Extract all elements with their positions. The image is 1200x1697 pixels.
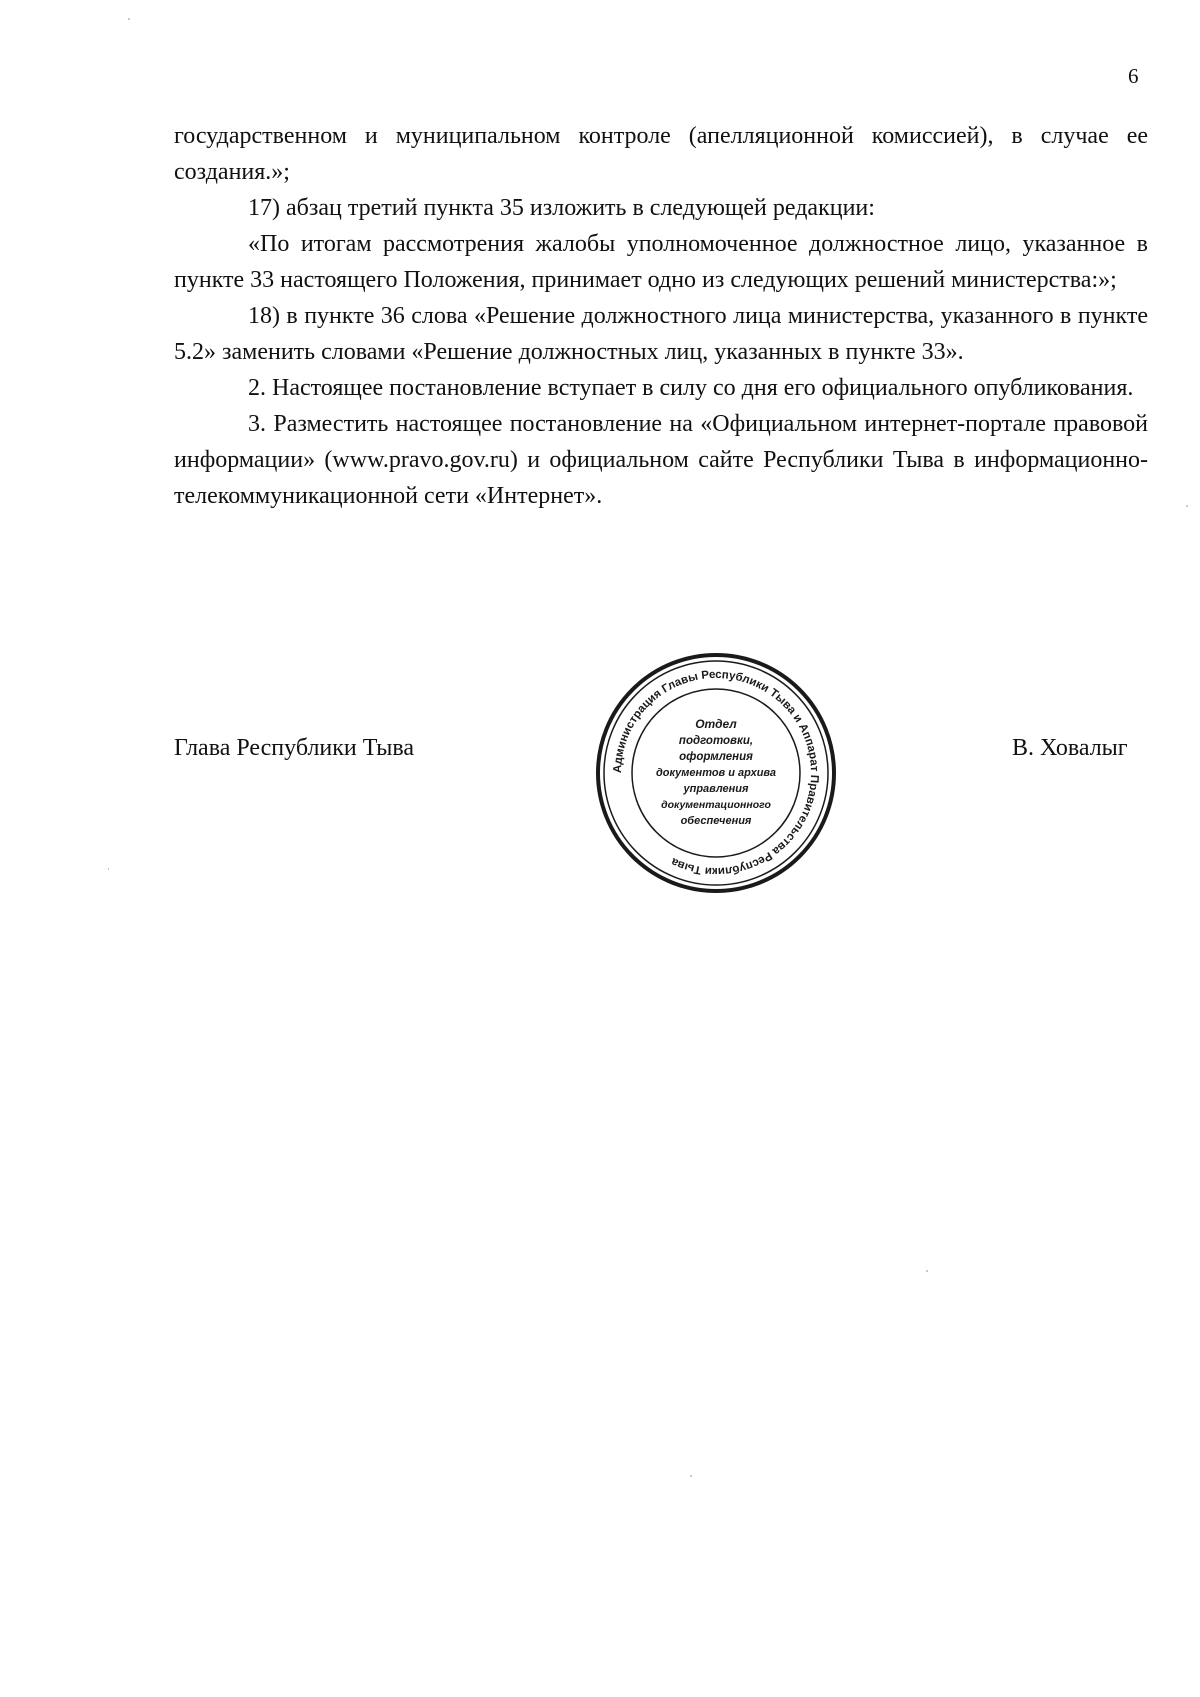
stamp-seal-graphic [591, 648, 841, 898]
paragraph-item-18: 18) в пункте 36 слова «Решение должностного лица министерства, указанного в пункте 5.2» заменить словами «Решение должностных лиц, указанных в пункте 33». [174, 303, 1148, 365]
scan-speck [128, 18, 130, 20]
stamp-line: Отдел [695, 717, 737, 731]
scan-speck [1186, 505, 1188, 507]
stamp-center-text [656, 717, 776, 827]
official-stamp [591, 648, 841, 898]
scan-speck [690, 1475, 692, 1477]
paragraph-item-17: 17) абзац третий пункта 35 изложить в следующей редакции: [248, 195, 875, 221]
paragraph-item-17-quote: «По итогам рассмотрения жалобы уполномоченное должностное лицо, указанное в пункте 33 настоящего Положения, принимает одно из следующих решений министерства:»; [174, 231, 1148, 293]
scan-speck [926, 1270, 928, 1272]
paragraph-clause-2: 2. Настоящее постановление вступает в силу со дня его официального опубликования. [248, 375, 1134, 401]
signatory-position: Глава Республики Тыва [174, 735, 415, 761]
signatory-name: В. Ховалыг [1012, 735, 1128, 761]
stamp-line: управления [683, 783, 749, 795]
stamp-line: документов и архива [655, 767, 777, 779]
paragraph-clause-3: 3. Разместить настоящее постановление на «Официальном интернет-портале правовой информации» (www.pravo.gov.ru) и официальном сайте Республики Тыва в информационно-телекоммуникационной сети «Интернет». [174, 411, 1148, 509]
scan-speck [108, 868, 109, 870]
stamp-ring-text: Администрация Главы Республики Тыва и Аппарат Правительства Республики Тыва [611, 668, 821, 878]
stamp-line: подготовки, [678, 735, 754, 747]
paragraph-continuation: государственном и муниципальном контроле (апелляционной комиссией), в случае ее создания.»; [174, 123, 1148, 185]
stamp-line: оформления [679, 751, 753, 763]
document-body [174, 118, 1148, 514]
stamp-line: документационного [661, 799, 771, 811]
page-number: 6 [1128, 64, 1139, 88]
stamp-line: обеспечения [680, 815, 752, 827]
